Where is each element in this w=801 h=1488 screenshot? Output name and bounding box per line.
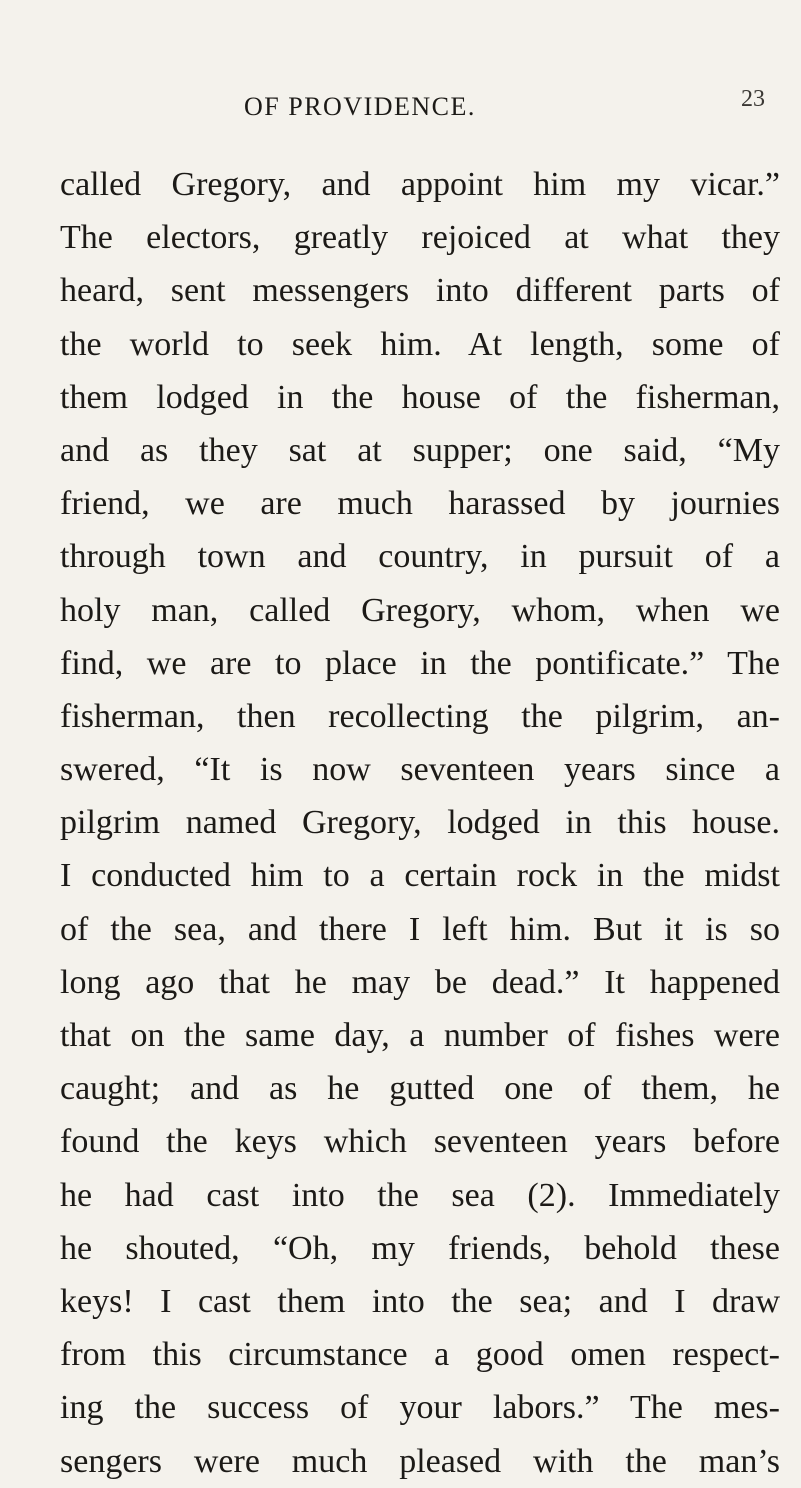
text-line: long ago that he may be dead.” It happened — [60, 963, 780, 1001]
text-line: them lodged in the house of the fisherman, — [60, 378, 780, 416]
text-line: friend, we are much harassed by journies — [60, 485, 780, 523]
text-line: and as they sat at supper; one said, “My — [60, 431, 780, 469]
text-line: from this circumstance a good omen respect- — [60, 1336, 780, 1374]
text-line: the world to seek him. At length, some of — [60, 325, 780, 363]
text-line: he had cast into the sea (2). Immediately — [60, 1176, 780, 1214]
text-line: he shouted, “Oh, my friends, behold these — [60, 1229, 780, 1267]
text-line: I conducted him to a certain rock in the midst — [60, 857, 780, 895]
text-line: caught; and as he gutted one of them, he — [60, 1070, 780, 1108]
text-line: of the sea, and there I left him. But it is so — [60, 910, 780, 948]
text-line: through town and country, in pursuit of a — [60, 538, 780, 576]
text-line: swered, “It is now seventeen years since a — [60, 751, 780, 789]
text-line: The electors, greatly rejoiced at what they — [60, 219, 780, 257]
text-line: ing the success of your labors.” The mes- — [60, 1389, 780, 1427]
body-text — [60, 158, 780, 1488]
text-line: fisherman, then recollecting the pilgrim, an- — [60, 697, 780, 735]
text-line: found the keys which seventeen years before — [60, 1123, 780, 1161]
text-line: called Gregory, and appoint him my vicar.” — [60, 166, 780, 203]
text-line: find, we are to place in the pontificate.” The — [60, 644, 780, 682]
text-line: that on the same day, a number of fishes were — [60, 1017, 780, 1054]
text-line: pilgrim named Gregory, lodged in this house. — [60, 804, 780, 842]
text-line: holy man, called Gregory, whom, when we — [60, 591, 780, 629]
text-line: keys! I cast them into the sea; and I draw — [60, 1282, 780, 1320]
running-head: OF PROVIDENCE. — [244, 92, 476, 121]
text-line: sengers were much pleased with the man’s — [60, 1442, 780, 1480]
page-number: 23 — [741, 86, 765, 112]
text-line: heard, sent messengers into different parts of — [60, 272, 780, 310]
